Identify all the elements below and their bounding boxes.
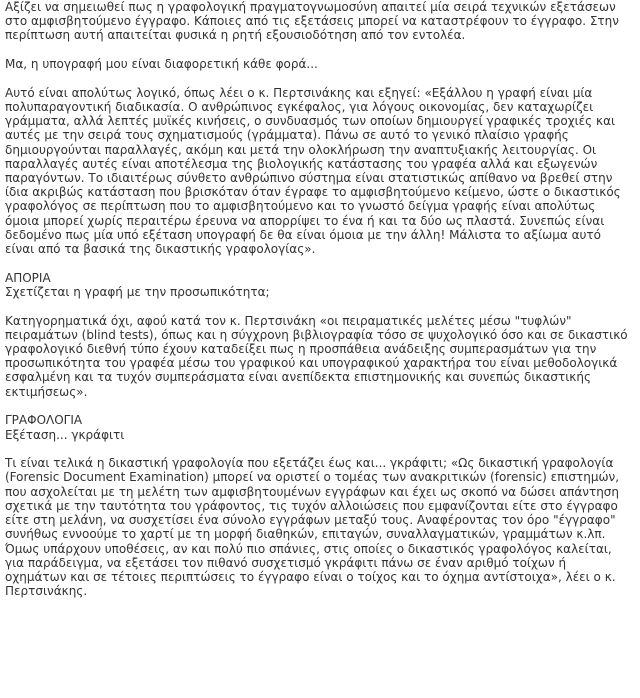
section-aporia-heading: ΑΠΟΡΙΑ (5, 270, 51, 285)
answer-signature-paragraph: Αυτό είναι απολύτως λογικό, όπως λέει ο κ. Περτσινάκης και εξηγεί: «Εξάλλου η γραφή είναι μία πολυπαραγοντική διαδικασία. Ο ανθρώπινος εγκέφαλος, για λόγους οικονομίας, δεν καταχωρίζει γράμματα, αλλά λεπτές μυϊκές κινήσεις, ο συνδυασμός των οποίων δημιουργεί γραφικές τροχιές και αυτές με την σειρά τους σχηματισμούς (γράμματα). Πάνω σε αυτό το γενικό πλαίσιο γραφής δημιουργούνται παραλλαγές, ακόμη και μετά την ολοκλήρωση την αναπτυξιακής λειτουργίας. Οι παραλλαγές αυτές είναι αποτέλεσμα της βιολογικής κατάστασης του γραφέα αλλά και εξωγενών παραγόντων. Το ιδιαιτέρως σύνθετο ανθρώπινο σύστημα είναι στατιστικώς απίθανο να βρεθεί στην ίδια ακριβώς κατάσταση που βρισκόταν όταν έγραφε το αμφισβητούμενο κείμενο, ώστε ο δικαστικός γραφολόγος σε περίπτωση που το αμφισβητούμενο και το γνωστό δείγμα γραφής είναι απολύτως όμοια μπορεί χωρίς περαιτέρω έρευνα να απορρίψει το ένα ή και τα δύο ως πλαστά. Συνεπώς είναι δεδομένο πως μία υπό εξέταση υπογραφή δε θα είναι όμοια με την άλλη! Μάλιστα το αξίωμα αυτό είναι από τα βασικά της δικαστικής γραφολογίας». (5, 85, 621, 257)
article-body (5, 0, 630, 613)
section-grafologia-heading: ΓΡΑΦΟΛΟΓΙΑ (5, 413, 83, 428)
question-signature-paragraph: Μα, η υπογραφή μου είναι διαφορετική κάθε φορά... (5, 57, 318, 72)
answer-personality-paragraph: Κατηγορηματικά όχι, αφού κατά τον κ. Περτσινάκη «οι πειραματικές μελέτες μέσω "τυφλών" πειραμάτων (blind tests), όπως και η σύγχρονη βιβλιογραφία τόσο σε ψυχολογικό όσο και σε δικαστικό γραφολογικό διεθνή τύπο έχουν καταδείξει πως η προσπάθεια ανάδειξης συμπερασμάτων για την προσωπικότητα του γραφέα μέσω του γραφικού και υπογραφικού χαρακτήρα του είναι μεθοδολογικά εσφαλμένη και τα τυχόν συμπεράσματα είναι ανεπίδεκτα επιστημονικής και συνεπώς δικαστικής εκτιμήσεως». (5, 313, 628, 399)
answer-graffiti-paragraph: Τι είναι τελικά η δικαστική γραφολογία που εξετάζει έως και... γκράφιτι; «Ως δικαστική γραφολογία (Forensic Document Examination) μπορεί να οριστεί ο τομέας των ανακριτικών (forensic) επιστημών, που ασχολείται με τη μελέτη των αμφισβητουμένων εγγράφων και έχει ως σκοπό να δώσει απάντηση σχετικά με την ταυτότητα του γράφοντος, τις τυχόν αλλοιώσεις που εμφανίζονται είτε στο έγγραφο είτε στη μελάνη, να συσχετίσει ένα σύνολο εγγράφων μεταξύ τους. Αναφέροντας τον όρο "έγγραφο" συνήθως εννοούμε το χαρτί με τη μορφή διαθηκών, επιταγών, συναλλαγματικών, γραμμάτων κ.λπ. Όμως υπάρχουν υποθέσεις, αν και πολύ πιο σπάνιες, στις οποίες ο δικαστικός γραφολόγος καλείται, για παράδειγμα, να εξετάσει τον πιθανό συσχετισμό γκράφιτι πάνω σε έναν αριθμό τοίχων ή οχημάτων και σε τέτοιες περιπτώσεις το έγγραφο είναι ο τοίχος και το όχημα αντίστοιχα», λέει ο κ. Περτσινάκης. (5, 456, 620, 599)
section-grafologia (5, 413, 630, 441)
section-grafologia-subheading: Εξέταση... γκράφιτι (5, 427, 125, 442)
intro-paragraph: Αξίζει να σημειωθεί πως η γραφολογική πραγματογνωμοσύνη απαιτεί μία σειρά τεχνικών εξετάσεων στο αμφισβητούμενο έγγραφο. Κάποιες από τις εξετάσεις μπορεί να καταστρέφουν το έγγραφο. Στην περίπτωση αυτή απαιτείται φυσικά η ρητή εξουσιοδότηση από τον εντολέα. (5, 0, 619, 43)
section-aporia-subheading: Σχετίζεται η γραφή με την προσωπικότητα; (5, 284, 270, 299)
section-aporia (5, 271, 630, 299)
